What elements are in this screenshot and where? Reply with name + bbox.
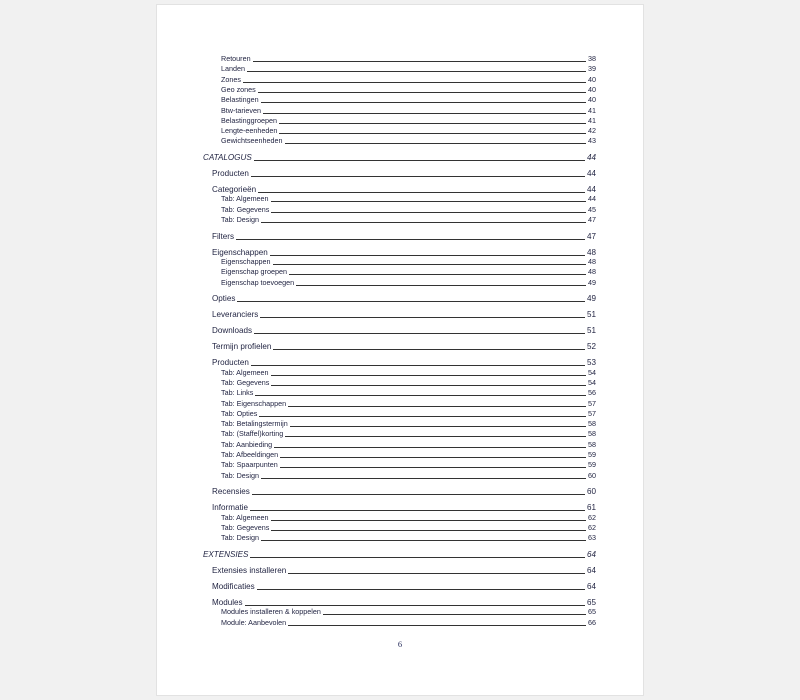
toc-entry[interactable] [221,258,596,266]
toc-leader-line [280,467,586,468]
toc-leader-line [271,385,586,386]
toc-entry-page-number: 58 [588,419,596,429]
toc-leader-line [271,375,586,376]
toc-leader-line [261,478,586,479]
toc-entry-page-number: 62 [588,512,596,522]
toc-leader-line [252,494,585,495]
toc-entry-page-number: 48 [588,267,596,277]
toc-entry-page-number: 57 [588,398,596,408]
toc-entry-title: Gewichtseenheden [221,136,283,146]
toc-entry-title: Geo zones [221,84,256,94]
toc-entry[interactable] [212,169,596,178]
toc-entry-title: Informatie [212,503,248,513]
toc-entry-page-number: 51 [586,310,596,320]
toc-entry[interactable] [221,534,596,542]
toc-entry[interactable] [212,566,596,575]
toc-leader-line [260,317,585,318]
toc-leader-line [245,605,585,606]
toc-entry-title: Belastinggroepen [221,115,277,125]
toc-leader-line [285,436,586,437]
toc-entry-title: Tab: Eigenschappen [221,398,287,408]
toc-entry-title: Eigenschap groepen [221,267,287,277]
toc-entry[interactable] [221,195,596,203]
toc-entry-page-number: 66 [588,617,596,627]
toc-entry[interactable] [212,342,596,351]
toc-entry-page-number: 49 [588,277,596,287]
toc-leader-line [288,573,585,574]
toc-leader-line [288,406,586,407]
toc-entry[interactable] [221,524,596,532]
toc-entry[interactable] [221,268,596,276]
toc-entry-title: Tab: Gegevens [221,522,270,532]
toc-entry-page-number: 53 [586,358,596,368]
toc-leader-line [255,395,586,396]
toc-entry[interactable] [221,379,596,387]
toc-entry[interactable] [221,400,596,408]
toc-leader-line [274,447,586,448]
toc-entry-title: Modules [212,597,243,607]
toc-entry-page-number: 48 [586,247,596,257]
toc-entry[interactable] [221,619,596,627]
toc-entry-page-number: 56 [588,388,596,398]
toc-entry[interactable] [221,461,596,469]
toc-entry-page-number: 44 [586,152,596,162]
toc-entry-title: Tab: Aanbieding [221,439,273,449]
toc-entry[interactable] [212,294,596,303]
toc-entry[interactable] [212,487,596,496]
toc-entry-page-number: 44 [588,194,596,204]
toc-leader-line [289,274,586,275]
toc-leader-line [261,540,586,541]
toc-entry-title: Tab: Spaarpunten [221,460,278,470]
toc-leader-line [254,160,585,161]
toc-entry-page-number: 58 [588,439,596,449]
toc-leader-line [250,557,585,558]
toc-entry-page-number: 49 [586,294,596,304]
toc-entry[interactable] [212,598,596,607]
toc-leader-line [290,426,586,427]
toc-leader-line [271,201,586,202]
toc-leader-line [263,113,586,114]
toc-entry-title: Module: Aanbevolen [221,617,287,627]
toc-entry[interactable] [212,232,596,241]
toc-entry-page-number: 41 [588,115,596,125]
toc-leader-line [271,212,586,213]
toc-entry-title: Tab: Betalingstermijn [221,419,288,429]
toc-leader-line [250,510,585,511]
toc-entry-page-number: 60 [588,470,596,480]
toc-entry[interactable] [221,117,596,125]
toc-entry-title: Tab: Gegevens [221,204,270,214]
toc-entry-title: Filters [212,231,235,241]
toc-entry-page-number: 41 [588,105,596,115]
toc-entry[interactable] [221,369,596,377]
toc-entry[interactable] [221,86,596,94]
toc-entry[interactable] [212,310,596,319]
toc-entry[interactable] [221,451,596,459]
toc-leader-line [247,71,586,72]
toc-entry-page-number: 51 [586,326,596,336]
toc-entry-page-number: 45 [588,204,596,214]
toc-entry-title: Tab: Algemeen [221,194,269,204]
toc-entry-title: Btw-tarieven [221,105,261,115]
toc-entry-page-number: 47 [588,215,596,224]
toc-leader-line [261,102,586,103]
toc-leader-line [271,530,586,531]
toc-entry-page-number: 64 [586,581,596,591]
toc-entry-title: Eigenschap toevoegen [221,277,295,287]
toc-leader-line [251,365,585,366]
page-number: 6 [397,639,403,649]
toc-entry[interactable] [203,550,596,559]
toc-entry[interactable] [221,55,596,63]
toc-entry-page-number: 52 [586,342,596,352]
toc-entry[interactable] [212,358,596,367]
toc-leader-line [258,192,585,193]
toc-leader-line [323,614,586,615]
toc-entry[interactable] [221,107,596,115]
toc-entry[interactable] [221,514,596,522]
document-page [156,4,644,696]
toc-entry-page-number: 48 [588,257,596,266]
toc-entry-title: Retouren [221,54,251,63]
toc-entry-page-number: 64 [586,549,596,559]
toc-entry[interactable] [212,582,596,591]
toc-leader-line [273,264,586,265]
toc-entry-title: Producten [212,358,249,368]
toc-entry-title: Tab: Opties [221,408,258,418]
toc-leader-line [285,143,586,144]
toc-leader-line [270,255,585,256]
toc-entry[interactable] [221,96,596,104]
toc-entry-page-number: 60 [586,487,596,497]
toc-entry-page-number: 61 [586,503,596,513]
toc-entry[interactable] [212,503,596,512]
toc-entry-title: Eigenschappen [221,257,271,266]
toc-entry-title: CATALOGUS [203,152,252,162]
toc-entry-page-number: 65 [586,597,596,607]
toc-entry-title: Belastingen [221,95,259,105]
toc-entry[interactable] [221,279,596,287]
toc-entry-title: Tab: Algemeen [221,512,269,522]
toc-entry-title: Termijn profielen [212,342,272,352]
toc-entry-title: Downloads [212,326,253,336]
toc-leader-line [236,239,585,240]
toc-entry-page-number: 54 [588,377,596,387]
toc-entry-title: Eigenschappen [212,247,268,257]
toc-entry-title: Tab: Design [221,215,259,224]
toc-leader-line [273,349,585,350]
toc-leader-line [254,333,585,334]
toc-entry-title: Landen [221,64,245,74]
toc-entry-title: Lengte-eenheden [221,126,278,136]
toc-entry[interactable] [221,216,596,224]
toc-entry-title: Tab: Afbeeldingen [221,450,279,459]
toc-entry-title: Categorieën [212,184,257,194]
toc-leader-line [259,416,586,417]
toc-entry-title: Tab: Design [221,533,259,543]
toc-entry-page-number: 59 [588,450,596,459]
toc-entry-title: Tab: Gegevens [221,377,270,387]
toc-entry-title: Tab: Links [221,388,254,398]
toc-entry-page-number: 40 [588,95,596,105]
toc-entry-page-number: 57 [588,408,596,418]
toc-entry-page-number: 47 [586,231,596,241]
toc-entry-page-number: 40 [588,84,596,94]
toc-entry-title: Opties [212,294,236,304]
toc-entry[interactable] [221,608,596,616]
toc-entry-title: Recensies [212,487,250,497]
toc-leader-line [296,285,586,286]
toc-entry-page-number: 40 [588,74,596,84]
toc-leader-line [253,61,586,62]
toc-entry[interactable] [221,441,596,449]
toc-leader-line [237,301,585,302]
toc-entry[interactable] [221,472,596,480]
toc-entry[interactable] [203,153,596,162]
toc-entry[interactable] [212,326,596,335]
toc-entry-page-number: 63 [588,533,596,543]
toc-leader-line [243,82,586,83]
toc-entry-page-number: 64 [586,565,596,575]
toc-entry-page-number: 39 [588,64,596,74]
toc-entry[interactable] [221,389,596,397]
toc-entry[interactable] [221,76,596,84]
toc-leader-line [279,123,586,124]
toc-leader-line [257,589,585,590]
toc-leader-line [271,520,586,521]
toc-entry-title: Tab: Algemeen [221,367,269,377]
toc-entry-title: Modificaties [212,581,255,591]
toc-entry[interactable] [212,248,596,257]
toc-leader-line [251,176,585,177]
toc-entry-page-number: 44 [586,168,596,178]
toc-entry-page-number: 38 [588,54,596,63]
toc-entry-page-number: 43 [588,136,596,146]
toc-entry[interactable] [221,430,596,438]
toc-entry-title: Modules installeren & koppelen [221,607,321,617]
toc-entry-title: Tab: Design [221,470,259,480]
toc-entry-page-number: 59 [588,460,596,470]
toc-entry-title: Leveranciers [212,310,259,320]
toc-entry[interactable] [221,420,596,428]
table-of-contents [157,5,643,695]
toc-entry-page-number: 65 [588,607,596,617]
toc-entry-page-number: 62 [588,522,596,532]
toc-entry[interactable] [212,185,596,194]
toc-entry-page-number: 54 [588,367,596,377]
toc-entry-title: Tab: (Staffel)korting [221,429,284,439]
toc-leader-line [279,133,586,134]
toc-entry[interactable] [221,137,596,145]
toc-entry[interactable] [221,127,596,135]
toc-entry[interactable] [221,65,596,73]
toc-leader-line [258,92,586,93]
toc-entry-page-number: 44 [586,184,596,194]
toc-entry-title: Extensies installeren [212,565,287,575]
toc-leader-line [261,222,586,223]
toc-entry[interactable] [221,206,596,214]
toc-leader-line [280,457,586,458]
toc-entry-page-number: 58 [588,429,596,439]
toc-leader-line [288,625,586,626]
toc-entry-page-number: 42 [588,126,596,136]
toc-entry-title: Producten [212,168,249,178]
toc-entry-title: EXTENSIES [203,549,249,559]
toc-entry-title: Zones [221,74,241,84]
toc-entry[interactable] [221,410,596,418]
